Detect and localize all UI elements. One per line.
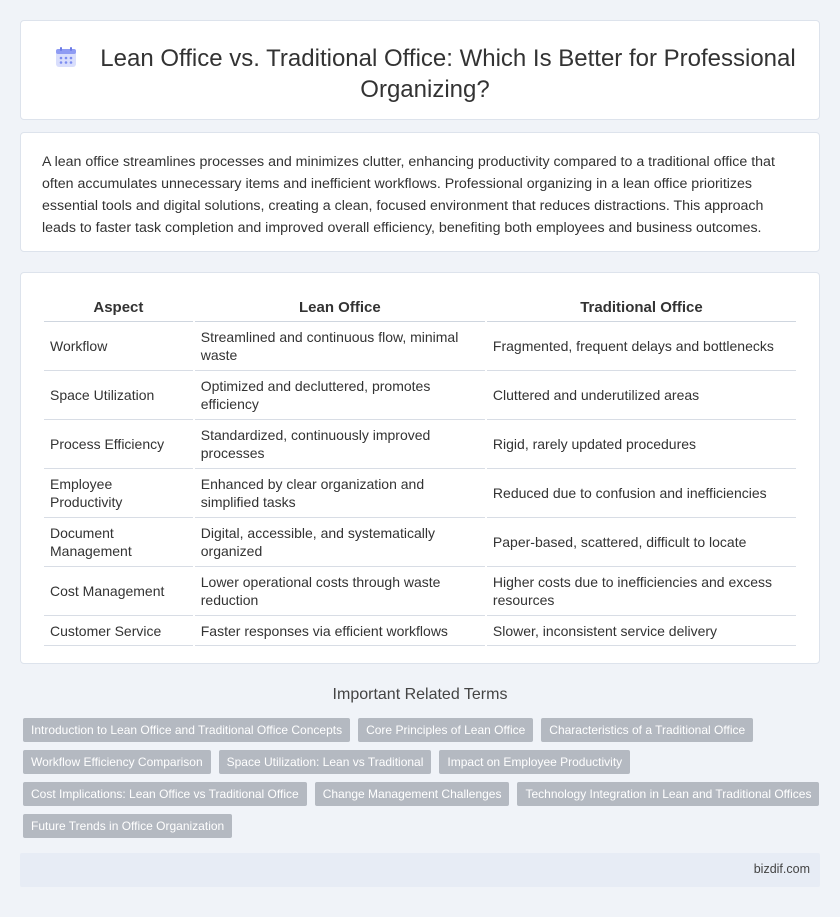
related-term-tag[interactable]: Characteristics of a Traditional Office (541, 718, 753, 742)
cell-aspect: Workflow (44, 322, 193, 371)
cell-lean: Digital, accessible, and systematically organized (195, 518, 485, 567)
cell-lean: Lower operational costs through waste reduction (195, 567, 485, 616)
cell-aspect: Document Management (44, 518, 193, 567)
related-term-tag[interactable]: Cost Implications: Lean Office vs Traditional Office (23, 782, 307, 806)
related-term-tag[interactable]: Core Principles of Lean Office (358, 718, 533, 742)
calendar-icon (54, 45, 78, 69)
footer (20, 853, 820, 887)
cell-traditional: Cluttered and underutilized areas (487, 371, 796, 420)
title-card (20, 20, 820, 120)
cell-aspect: Process Efficiency (44, 420, 193, 469)
table-row (44, 371, 796, 420)
cell-aspect: Employee Productivity (44, 469, 193, 518)
table-row (44, 420, 796, 469)
related-term-tag[interactable]: Change Management Challenges (315, 782, 510, 806)
header-aspect: Aspect (44, 293, 193, 322)
table-row (44, 616, 796, 646)
table-row (44, 322, 796, 371)
table-row (44, 469, 796, 518)
related-term-tag[interactable]: Workflow Efficiency Comparison (23, 750, 211, 774)
table-row (44, 567, 796, 616)
related-term-tag[interactable]: Future Trends in Office Organization (23, 814, 232, 838)
intro-card (20, 132, 820, 252)
comparison-table (42, 293, 798, 646)
page-title-wrap (51, 43, 799, 105)
header-lean-office: Lean Office (195, 293, 485, 322)
related-term-tag[interactable]: Introduction to Lean Office and Traditional Office Concepts (23, 718, 350, 742)
cell-traditional: Rigid, rarely updated procedures (487, 420, 796, 469)
cell-traditional: Higher costs due to inefficiencies and excess resources (487, 567, 796, 616)
header-traditional-office: Traditional Office (487, 293, 796, 322)
related-term-tag[interactable]: Space Utilization: Lean vs Traditional (219, 750, 432, 774)
footer-site-link[interactable]: bizdif.com (753, 862, 810, 876)
related-terms-list (23, 718, 823, 838)
cell-lean: Optimized and decluttered, promotes efficiency (195, 371, 485, 420)
cell-traditional: Paper-based, scattered, difficult to locate (487, 518, 796, 567)
related-terms-heading: Important Related Terms (332, 686, 508, 703)
related-term-tag[interactable]: Impact on Employee Productivity (439, 750, 630, 774)
cell-lean: Standardized, continuously improved processes (195, 420, 485, 469)
cell-lean: Faster responses via efficient workflows (195, 616, 485, 646)
page-title: Lean Office vs. Traditional Office: Which Is Better for Professional Organizing? (100, 45, 796, 103)
cell-traditional: Slower, inconsistent service delivery (487, 616, 796, 646)
cell-aspect: Space Utilization (44, 371, 193, 420)
cell-lean: Enhanced by clear organization and simplified tasks (195, 469, 485, 518)
related-term-tag[interactable]: Technology Integration in Lean and Traditional Offices (517, 782, 819, 806)
intro-paragraph: A lean office streamlines processes and minimizes clutter, enhancing productivity compared to a traditional office that often accumulates unnecessary items and inefficient workflows. Professional organizing in a lean office prioritizes essential tools and digital solutions, creating a clean, focused environment that reduces distractions. This approach leads to faster task completion and improved overall efficiency, benefiting both employees and business outcomes. (42, 154, 775, 236)
table-header-row (44, 293, 796, 322)
cell-traditional: Reduced due to confusion and inefficiencies (487, 469, 796, 518)
cell-traditional: Fragmented, frequent delays and bottlenecks (487, 322, 796, 371)
cell-aspect: Cost Management (44, 567, 193, 616)
cell-aspect: Customer Service (44, 616, 193, 646)
comparison-card (20, 272, 820, 664)
table-row (44, 518, 796, 567)
cell-lean: Streamlined and continuous flow, minimal waste (195, 322, 485, 371)
